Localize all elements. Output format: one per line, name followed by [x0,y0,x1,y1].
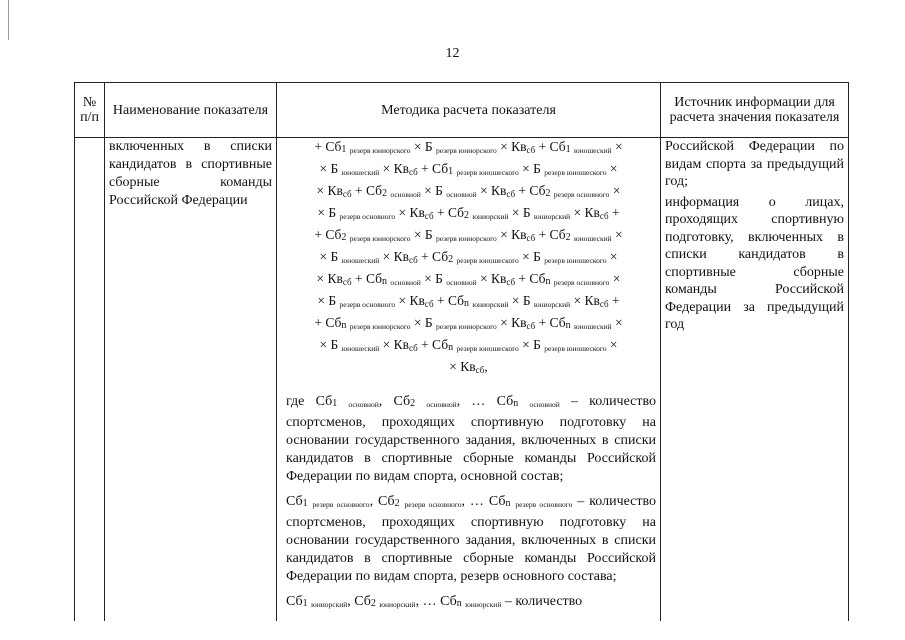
scan-edge-mark [8,0,9,40]
indicator-table [74,82,849,621]
cell-calculation-method [277,138,661,622]
formula-line: × $Кв_{сб} + Сб_n$ $_{основной}$ × Б $_{основной} \times Кв_{сб} + Сб_n$ $_{резерв основного}$ × [316,271,621,287]
header-information-source: Источник информации для расчета значения показателя [661,83,849,138]
formula-line: × Б $_{юношеский} \times Кв_{сб} + Сб_2$ $_{резерв юношеского}$ × Б $_{резерв юношеского}$ × [319,249,618,265]
formula-line: × Б $_{юношеский} \times Кв_{сб} + Сб_n$ $_{резерв юношеского}$ × Б $_{резерв юношеского}$ × [319,337,618,353]
formula-line: × Б $_{юношеский} \times Кв_{сб} + Сб_1$ $_{резерв юношеского}$ × Б $_{резерв юношеского}$ × [319,161,618,177]
formula-line: × Б $_{резерв основного} \times Кв_{сб} + Сб_2$ $_{юниорский}$ × Б $_{юниорский} \times Кв_{сб}$ + [317,205,620,221]
formula-line: + $Сб_2$ $_{резерв юниорского}$ × Б $_{резерв юниорского} \times Кв_{сб} + Сб_2$ $_{юношеский}$ × [314,227,623,243]
header-calculation-method: Методика расчета показателя [277,83,661,138]
definition-paragraph: $Сб_1$ $_{юниорский}$, $Сб_2$ $_{юниорский}$, … $Сб_n$ $_{юниорский}$ – количество [286,594,583,609]
formula-line: + $Сб_1$ $_{резерв юниорского}$ × Б $_{резерв юниорского} \times Кв_{сб} + Сб_1$ $_{юношеский}$ × [314,139,623,155]
header-number: № п/п [75,83,105,138]
table-row [75,138,849,622]
definition-paragraph: где $Сб_1$ $_{основной}$, $Сб_2$ $_{основной}$, … $Сб_n$ $_{основной}$ – количество спортсменов, проходящих спортивную подготовку на основании государственного задания, включенных в списки кандидатов в спортивные сборные команды Российской Федерации по видам спорта, основной состав; [286,394,657,484]
table-header-row [75,83,849,138]
definition-paragraph: $Сб_1$ $_{резерв основного}$, $Сб_2$ $_{резерв основного}$, … $Сб_n$ $_{резерв основного}$ – количество спортсменов, проходящих спортивную подготовку на основании государственного задания, включенных в списки кандидатов в спортивные сборные команды Российской Федерации по видам спорта, резерв основного состава; [286,494,657,584]
variable-definitions [281,393,656,614]
formula-line: × Б $_{резерв основного} \times Кв_{сб} + Сб_n$ $_{юниорский}$ × Б $_{юниорский} \times Кв_{сб}$ + [317,293,620,309]
source-paragraph: информация о лицах, проходящих спортивную подготовку, включенных в списки кандидатов в спортивные сборные команды Российской Федерации за предыдущий год [665,194,844,332]
formula [281,138,656,379]
page-number: 12 [445,46,460,61]
cell-indicator-name: включенных в списки кандидатов в спортивные сборные команды Российской Федерации [105,138,277,622]
formula-line: × $Кв_{сб}$, [449,359,488,375]
cell-information-source [661,138,849,622]
header-indicator-name: Наименование показателя [105,83,277,138]
source-paragraph: Российской Федерации по видам спорта за предыдущий год; [665,139,844,189]
cell-number [75,138,105,622]
formula-line: × $Кв_{сб} + Сб_2$ $_{основной}$ × Б $_{основной} \times Кв_{сб} + Сб_2$ $_{резерв основного}$ × [316,183,621,199]
formula-line: + $Сб_n$ $_{резерв юниорского}$ × Б $_{резерв юниорского} \times Кв_{сб} + Сб_n$ $_{юношеский}$ × [314,315,623,331]
